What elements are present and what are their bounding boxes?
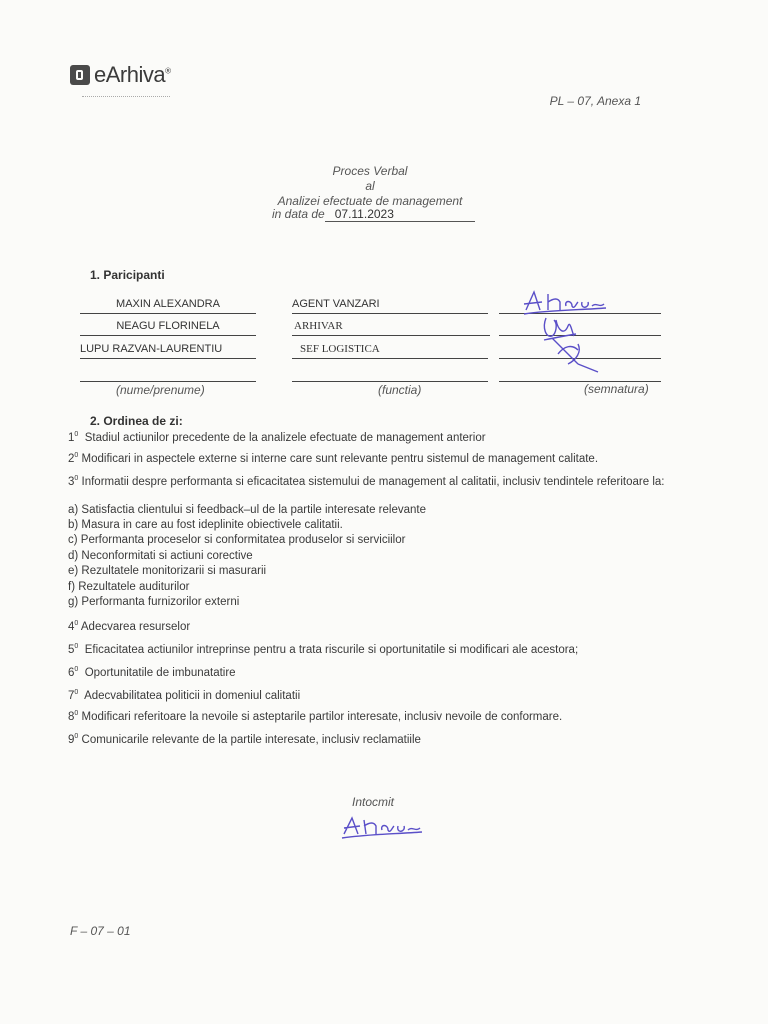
agenda-subitem-a: a) Satisfactia clientului si feedback–ul de la partile interesate relevante <box>68 504 426 516</box>
document-reference: PL – 07, Anexa 1 <box>549 94 641 108</box>
agenda-subitem-b: b) Masura in care au fost ideplinite obiectivele calitatii. <box>68 519 343 531</box>
agenda-item-6: $6^0$ Oportunitatile de imbunatatire <box>68 666 236 679</box>
logo-tagline-rule <box>82 96 170 98</box>
form-code: F – 07 – 01 <box>70 924 131 938</box>
date-line <box>272 207 475 222</box>
title-line-3: Analizei efectuate de management <box>277 194 463 208</box>
agenda-subitem-d: d) Neconformitati si actiuni corective <box>68 550 253 562</box>
participant-name-2: NEAGU FLORINELA <box>80 320 256 336</box>
agenda-item-9: $9^0$ Comunicarile relevante de la partile interesate, inclusiv reclamatiile <box>68 733 421 746</box>
agenda-item-2: $2^0$ Modificari in aspectele externe si interne care sunt relevante pentru sistemul de management calitate. <box>68 452 599 465</box>
participants-heading: 1. Paricipanti <box>90 268 165 282</box>
agenda-item-5: $5^0$ Eficacitatea actiunilor intreprinse pentru a trata riscurile si oportunitatile si modificari ale acestora; <box>68 643 579 656</box>
participant-name-blank <box>80 366 256 382</box>
document-title <box>0 164 740 209</box>
caption-signature: (semnatura) <box>584 382 649 396</box>
caption-function: (functia) <box>378 383 422 397</box>
agenda-heading: 2. Ordinea de zi: <box>90 414 183 428</box>
signature-scribble-3 <box>548 334 608 376</box>
prepared-by-label: Intocmit <box>352 795 395 809</box>
agenda-subitem-f: f) Rezultatele auditurilor <box>68 581 190 593</box>
agenda-item-7: $7^0$ Adecvabilitatea politicii in domeniul calitatii <box>68 689 301 702</box>
title-line-1: Proces Verbal <box>332 164 408 178</box>
participant-function-2: ARHIVAR <box>292 320 490 336</box>
agenda-subitem-e: e) Rezultatele monitorizarii si masurarii <box>68 565 267 577</box>
participant-name-3: LUPU RAZVAN-LAURENTIU <box>80 343 256 359</box>
participant-function-1: AGENT VANZARI <box>292 298 488 314</box>
participant-function-blank <box>292 366 488 382</box>
agenda-item-8: $8^0$ Modificari referitoare la nevoile si asteptarile partilor interesate, inclusiv nevoile de conformare. <box>68 710 563 723</box>
agenda-item-4: $4^0$ Adecvarea resurselor <box>68 620 191 633</box>
earhiva-logo <box>70 62 171 88</box>
date-value: 07.11.2023 <box>325 207 475 222</box>
date-label: in data de <box>272 207 325 221</box>
agenda-item-3: $3^0$ Informatii despre performanta si eficacitatea sistemului de management al calitatii, inclusiv tendintele referitoare la: <box>68 475 665 488</box>
agenda-subitem-g: g) Performanta furnizorilor externi <box>68 596 240 608</box>
folder-icon <box>70 65 90 85</box>
caption-name: (nume/prenume) <box>116 383 205 397</box>
agenda-item-1: $1^0$ Stadiul actiunilor precedente de la analizele efectuate de management anterior <box>68 431 486 444</box>
title-line-2: al <box>365 179 375 193</box>
logo-text: eArhiva® <box>94 62 171 87</box>
agenda-subitem-c: c) Performanta proceselor si conformitatea produselor si serviciilor <box>68 534 406 546</box>
participant-name-1: MAXIN ALEXANDRA <box>80 298 256 314</box>
participant-function-3: SEF LOGISTICA <box>292 343 488 359</box>
prepared-by-signature <box>340 812 424 842</box>
